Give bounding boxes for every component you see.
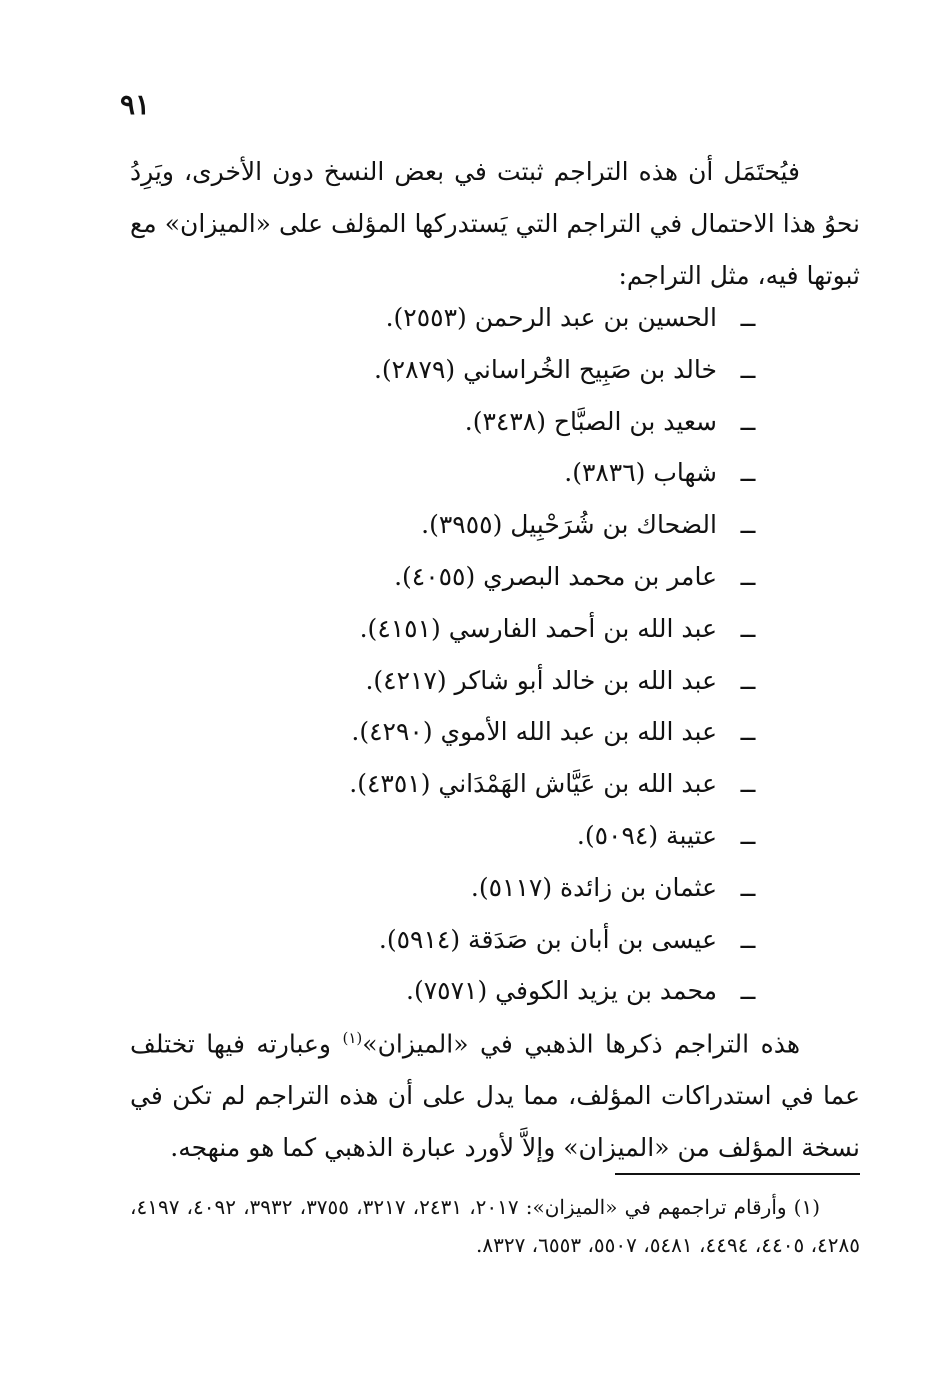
list-item — [130, 396, 860, 448]
list-item — [130, 914, 860, 966]
footnote — [130, 1188, 860, 1264]
biography-list — [130, 292, 860, 1017]
list-item-text: خالد بن صَبِيح الخُراساني (٢٨٧٩). — [373, 354, 717, 384]
list-item-text: سعيد بن الصبَّاح (٣٤٣٨). — [464, 406, 717, 436]
list-item — [130, 810, 860, 862]
list-item-text: عبد الله بن عبد الله الأموي (٤٢٩٠). — [351, 717, 717, 747]
closing-paragraph — [130, 1012, 860, 1174]
list-item — [130, 862, 860, 914]
list-item-text: الضحاك بن شُرَحْبِيل (٣٩٥٥). — [421, 510, 717, 540]
closing-text-end: وعبارته فيها تختلف عما في استدراكات المؤلف، مما يدل على أن هذه التراجم لم تكن في نسخة المؤلف من «الميزان» وإلاَّ لأورد عبارة الذهبي كما هو منهجه. — [130, 1029, 860, 1163]
list-item — [130, 292, 860, 344]
list-dash: ــ — [740, 613, 756, 643]
page-number: ٩١ — [120, 88, 151, 121]
list-dash: ــ — [740, 354, 756, 384]
intro-paragraph — [130, 146, 860, 302]
list-dash: ــ — [740, 510, 756, 540]
footnote-text: (١) وأرقام تراجمهم في «الميزان»: ٢٠١٧، ٢٤٣١، ٣٢١٧، ٣٧٥٥، ٣٩٣٢، ٤٠٩٢، ٤١٩٧، ٤٢٨٥، ٤٤٠٥، ٤٤٩٤، ٥٤٨١، ٥٥٠٧، ٦٥٥٣، ٨٣٢٧. — [130, 1195, 860, 1257]
list-item — [130, 447, 860, 499]
list-dash: ــ — [740, 976, 756, 1006]
list-dash: ــ — [740, 561, 756, 591]
list-item — [130, 706, 860, 758]
intro-text: فيُحتَمَل أن هذه التراجم ثبتت في بعض النسخ دون الأخرى، ويَرِدُ نحوُ هذا الاحتمال في التراجم التي يَستدركها المؤلف على «الميزان» مع ثبوتها فيه، مثل التراجم: — [130, 157, 860, 290]
list-item-text: عثمان بن زائدة (٥١١٧). — [470, 872, 717, 902]
list-item-text: محمد بن يزيد الكوفي (٧٥٧١). — [406, 976, 717, 1006]
list-item-text: عبد الله بن أحمد الفارسي (٤١٥١). — [359, 613, 717, 643]
list-dash: ــ — [740, 924, 756, 954]
closing-text — [130, 1012, 860, 1174]
list-dash: ــ — [740, 458, 756, 488]
list-dash: ــ — [740, 717, 756, 747]
list-item — [130, 551, 860, 603]
list-dash: ــ — [740, 820, 756, 850]
list-item — [130, 758, 860, 810]
footnote-divider — [615, 1173, 860, 1175]
list-item — [130, 655, 860, 707]
list-dash: ــ — [740, 303, 756, 332]
closing-text-start: هذه التراجم ذكرها الذهبي في «الميزان» — [362, 1029, 801, 1059]
footnote-reference[interactable]: (١) — [342, 1029, 363, 1047]
list-item-text: شهاب (٣٨٣٦). — [564, 458, 717, 488]
list-dash: ــ — [740, 406, 756, 436]
list-dash: ــ — [740, 665, 756, 695]
list-item — [130, 965, 860, 1017]
list-dash: ــ — [740, 769, 756, 799]
list-item — [130, 344, 860, 396]
list-item-text: عبد الله بن عَيَّاش الهَمْدَاني (٤٣٥١). — [349, 769, 717, 799]
list-item — [130, 499, 860, 551]
list-item-text: عامر بن محمد البصري (٤٠٥٥). — [394, 561, 717, 591]
list-item-text: عبد الله بن خالد أبو شاكر (٤٢١٧). — [365, 665, 717, 695]
list-item — [130, 603, 860, 655]
list-item-text: الحسين بن عبد الرحمن (٢٥٥٣). — [385, 303, 717, 332]
list-item-text: عيسى بن أبان بن صَدَقة (٥٩١٤). — [378, 924, 717, 954]
list-dash: ــ — [740, 872, 756, 902]
list-item-text: عتيبة (٥٠٩٤). — [576, 820, 717, 850]
